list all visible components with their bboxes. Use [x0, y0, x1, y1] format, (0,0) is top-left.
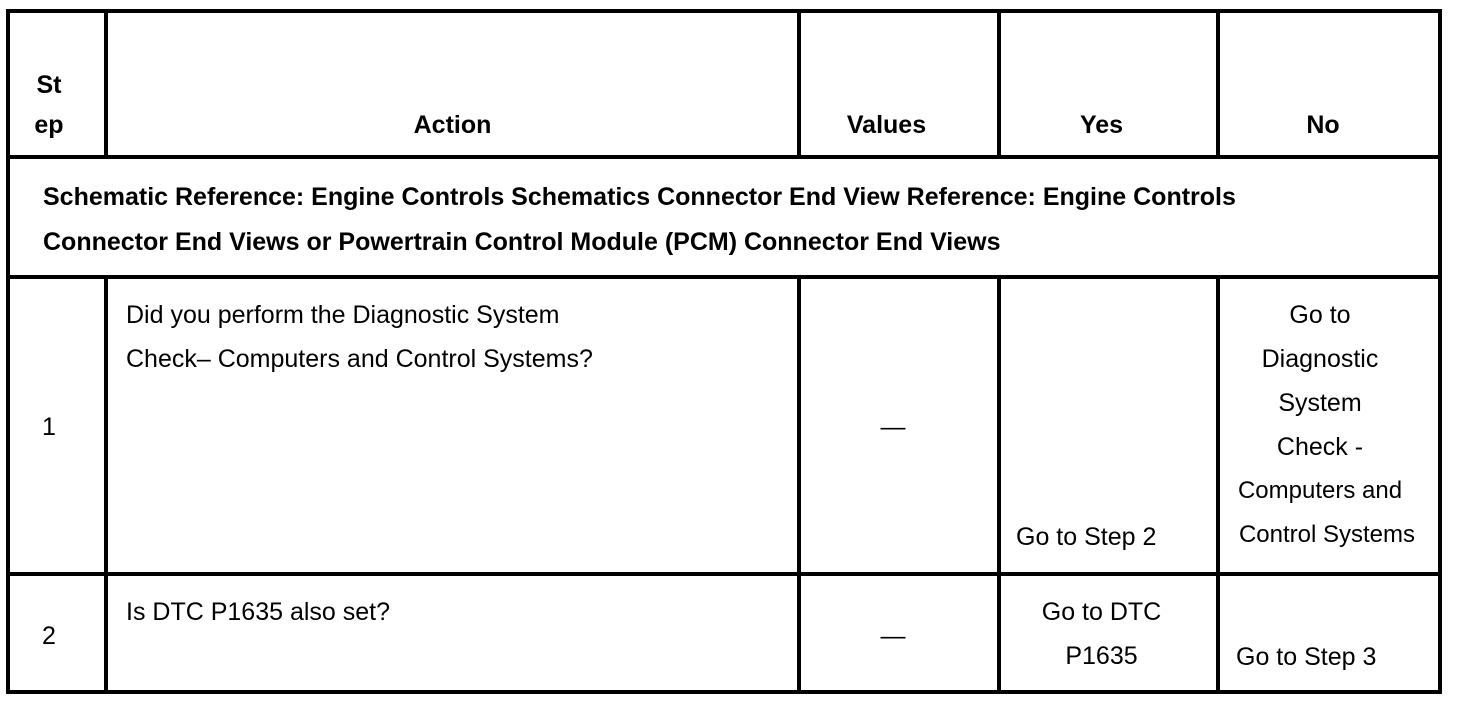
header-action: Action — [413, 111, 492, 139]
row-1-no-line-1: Go to — [1289, 301, 1351, 329]
reference-divider — [6, 275, 1442, 279]
row-2-values: — — [880, 622, 906, 650]
row-1-no-line-5: Computers and — [1237, 477, 1403, 504]
row-1-action-line-2: Check– Computers and Control Systems? — [126, 345, 593, 373]
row-2-yes-line-2: P1635 — [1065, 642, 1138, 670]
table-border-bottom — [6, 690, 1442, 694]
row-1-no-line-2: Diagnostic — [1261, 345, 1379, 373]
row-2-yes — [1001, 590, 1202, 678]
header-divider — [6, 155, 1442, 159]
reference-line-1: Schematic Reference: Engine Controls Schematics Connector End View Reference: Engine Controls — [43, 183, 1236, 211]
row-1-divider — [6, 572, 1442, 576]
row-1-no-line-3: System — [1278, 389, 1362, 417]
header-no: No — [1306, 111, 1340, 139]
row-1-no — [1220, 293, 1420, 557]
table-border-right — [1438, 9, 1442, 694]
header-step-line-2: ep — [34, 111, 64, 139]
reference-line-2: Connector End Views or Powertrain Control Module (PCM) Connector End Views — [43, 228, 1001, 256]
header-step — [10, 65, 88, 145]
row-2-action — [126, 590, 390, 634]
row-2-step: 2 — [42, 622, 56, 650]
header-step-line-1: St — [36, 71, 62, 99]
row-1-yes: Go to Step 2 — [1016, 523, 1157, 551]
row-1-action-line-1: Did you perform the Diagnostic System — [126, 301, 560, 329]
diagnostic-table — [6, 9, 1442, 694]
row-2-yes-line-1: Go to DTC — [1041, 598, 1162, 626]
row-1-step: 1 — [42, 413, 56, 441]
header-yes: Yes — [1079, 111, 1124, 139]
row-1-no-line-6: Control Systems — [1238, 521, 1416, 548]
row-2-no: Go to Step 3 — [1236, 643, 1377, 671]
row-2-action-line-1: Is DTC P1635 also set? — [126, 598, 391, 626]
header-values: Values — [846, 111, 927, 139]
row-1-action — [126, 293, 593, 381]
col-divider-step — [104, 275, 108, 694]
table-border-top — [6, 9, 1442, 13]
row-1-values: — — [880, 413, 906, 441]
row-1-no-line-4: Check - — [1276, 433, 1364, 461]
reference-text — [43, 175, 1236, 265]
